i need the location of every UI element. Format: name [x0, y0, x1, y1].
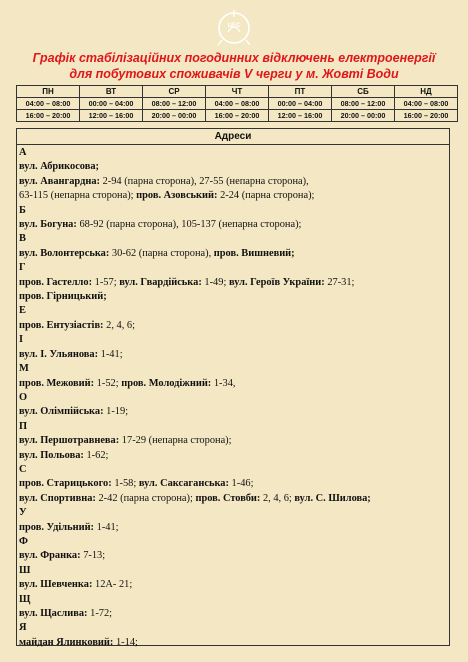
- street-name: А: [19, 147, 27, 158]
- day-header: СБ: [332, 86, 395, 98]
- house-numbers: 68-92 (парна сторона), 105-137 (непарна сторона);: [76, 219, 302, 231]
- house-numbers: 1-41;: [98, 348, 123, 360]
- house-numbers: 12А- 21;: [92, 579, 133, 591]
- letter-heading: [19, 564, 449, 578]
- address-line: [19, 377, 449, 391]
- time-slot: 12:00 – 16:00: [269, 110, 332, 122]
- address-line: [19, 492, 449, 506]
- address-line: [19, 405, 449, 419]
- time-slot: 16:00 – 20:00: [206, 110, 269, 122]
- title-line-2: для побутових споживачів V черги у м. Жовті Води: [69, 67, 399, 81]
- house-numbers: 1-49;: [201, 276, 229, 288]
- street-name: Ш: [19, 564, 31, 576]
- time-slot: 12:00 – 16:00: [80, 110, 143, 122]
- street-name: пров. Гастелло:: [19, 276, 93, 288]
- time-slot: 20:00 – 00:00: [143, 110, 206, 122]
- address-line: [19, 218, 449, 232]
- house-numbers: 2-94 (парна сторона), 27-55 (непарна сторона),: [99, 175, 309, 187]
- addresses-box: [16, 128, 450, 646]
- street-name: вул. Щаслива:: [19, 608, 88, 619]
- letter-heading: [19, 333, 449, 347]
- house-numbers: 1-72;: [87, 608, 113, 619]
- day-header: СР: [143, 86, 206, 98]
- address-line: [19, 276, 449, 290]
- time-slot: 00:00 – 04:00: [269, 98, 332, 110]
- street-name: вул. Саксаганська:: [138, 478, 229, 490]
- time-slot: 08:00 – 12:00: [332, 98, 395, 110]
- address-line: [19, 549, 449, 563]
- address-line: [19, 578, 449, 592]
- street-name: пров. Азовський:: [136, 190, 218, 202]
- street-name: майдан Ялинковий:: [19, 636, 114, 648]
- street-name: пров. Гірницький;: [19, 291, 107, 303]
- street-name: вул. Першотравнева:: [19, 435, 120, 447]
- street-name: пров. Стовби:: [195, 492, 261, 504]
- street-name: пров. Молодіжний:: [121, 377, 212, 389]
- street-name: У: [19, 507, 27, 519]
- street-name: Я: [19, 622, 27, 634]
- street-name: О: [19, 391, 28, 403]
- street-name: пров. Межовий:: [19, 377, 95, 389]
- street-name: В: [19, 233, 26, 245]
- letter-heading: [19, 304, 449, 318]
- street-name: вул. І. Ульянова:: [19, 348, 99, 360]
- time-slot: 04:00 – 08:00: [395, 98, 458, 110]
- street-name: пров. Ентузіастів:: [19, 319, 104, 331]
- time-slot: 04:00 – 08:00: [17, 98, 80, 110]
- house-numbers: 7-13;: [80, 550, 106, 562]
- address-line: [19, 449, 449, 463]
- street-name: вул. Волонтерська:: [19, 247, 110, 259]
- address-line: [19, 477, 449, 491]
- house-numbers: 2, 4, 6;: [260, 492, 295, 504]
- street-name: вул. Спортивна:: [19, 492, 96, 504]
- addresses-header: Адреси: [17, 129, 449, 145]
- schedule-table: [16, 85, 458, 122]
- addresses-list: [17, 145, 449, 650]
- street-name: Щ: [19, 593, 31, 605]
- house-numbers: 1-52;: [94, 377, 122, 389]
- letter-heading: [19, 232, 449, 246]
- street-name: пров. Старицького:: [19, 478, 112, 490]
- time-slot: 20:00 – 00:00: [332, 110, 395, 122]
- day-header: НД: [395, 86, 458, 98]
- street-name: вул. С. Шилова;: [294, 492, 371, 504]
- house-numbers: 2, 4, 6;: [103, 319, 135, 331]
- address-line: [19, 636, 449, 650]
- address-line: [19, 247, 449, 261]
- street-name: Г: [19, 262, 26, 274]
- day-header: ВТ: [80, 86, 143, 98]
- street-name: Б: [19, 204, 26, 216]
- street-name: вул. Франка:: [19, 550, 81, 562]
- time-slot: 04:00 – 08:00: [206, 98, 269, 110]
- house-numbers: 1-62;: [83, 449, 109, 461]
- street-name: вул. Богуна:: [19, 219, 77, 231]
- time-slot: 16:00 – 20:00: [17, 110, 80, 122]
- house-numbers: 1-58;: [111, 478, 139, 490]
- house-numbers: 63-115 (непарна сторона);: [19, 190, 137, 202]
- address-line: [19, 160, 449, 174]
- street-name: С: [19, 463, 27, 475]
- letter-heading: [19, 391, 449, 405]
- schedule-days-row: [17, 86, 458, 98]
- day-header: ПТ: [269, 86, 332, 98]
- time-slot: 16:00 – 20:00: [395, 110, 458, 122]
- address-line: [19, 348, 449, 362]
- house-numbers: 1-14;: [113, 636, 138, 648]
- address-line: [19, 290, 449, 304]
- house-numbers: 1-46;: [228, 478, 254, 490]
- street-name: вул. Шевченка:: [19, 579, 93, 591]
- logo-text: ЦЕС: [227, 23, 241, 29]
- house-numbers: 2-24 (парна сторона);: [217, 190, 315, 202]
- house-numbers: 1-34,: [211, 377, 236, 389]
- street-name: вул. Героїв України:: [228, 276, 325, 288]
- letter-heading: [19, 621, 449, 635]
- street-name: М: [19, 363, 29, 375]
- letter-heading: [19, 261, 449, 275]
- letter-heading: [19, 535, 449, 549]
- street-name: П: [19, 420, 28, 432]
- house-numbers: 1-19;: [103, 406, 129, 418]
- letter-heading: [19, 463, 449, 477]
- letter-heading: [19, 362, 449, 376]
- letter-heading: [19, 204, 449, 218]
- street-name: вул. Олімпійська:: [19, 406, 104, 418]
- page-title: [0, 50, 468, 82]
- address-line: [19, 434, 449, 448]
- house-numbers: 1-57;: [92, 276, 120, 288]
- company-logo: [214, 8, 254, 48]
- time-slot: 00:00 – 04:00: [80, 98, 143, 110]
- schedule-slot-row-1: [17, 98, 458, 110]
- house-numbers: 2-42 (парна сторона);: [95, 492, 196, 504]
- schedule-slot-row-2: [17, 110, 458, 122]
- house-numbers: 27-31;: [324, 276, 355, 288]
- address-line: [19, 175, 449, 189]
- street-name: пров. Вишневий;: [213, 247, 295, 259]
- address-line: [19, 319, 449, 333]
- address-line: [19, 189, 449, 203]
- street-name: вул. Польова:: [19, 449, 84, 461]
- letter-heading: [19, 420, 449, 434]
- house-numbers: 1-41;: [94, 521, 119, 533]
- house-numbers: 30-62 (парна сторона),: [109, 247, 214, 259]
- title-line-1: Графік стабілізаційних погодинних відключень електроенергії: [32, 51, 436, 65]
- street-name: Е: [19, 305, 26, 317]
- street-name: вул. Абрикосова;: [19, 161, 100, 173]
- time-slot: 08:00 – 12:00: [143, 98, 206, 110]
- house-numbers: 17-29 (непарна сторона);: [119, 435, 232, 447]
- street-name: І: [19, 334, 24, 346]
- street-name: пров. Удільний:: [19, 521, 95, 533]
- letter-heading: [19, 593, 449, 607]
- street-name: Ф: [19, 535, 28, 547]
- address-line: [19, 607, 449, 621]
- street-name: вул. Гвардійська:: [119, 276, 202, 288]
- letter-heading: [19, 506, 449, 520]
- street-name: вул. Авангардна:: [19, 175, 100, 187]
- day-header: ЧТ: [206, 86, 269, 98]
- address-line: [19, 521, 449, 535]
- letter-heading: [19, 146, 449, 160]
- day-header: ПН: [17, 86, 80, 98]
